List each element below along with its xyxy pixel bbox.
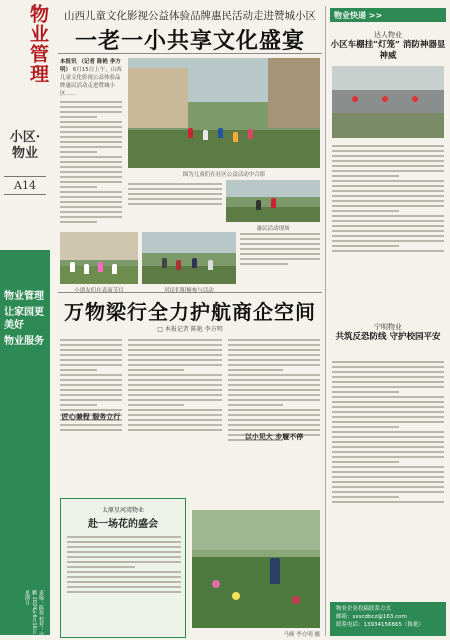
text-line <box>60 176 122 178</box>
text-line <box>332 200 444 202</box>
mid-body-col3 <box>228 336 320 506</box>
text-line <box>332 190 444 192</box>
text-line <box>228 359 320 361</box>
photo-lantern <box>382 96 388 102</box>
text-line <box>128 349 222 351</box>
text-line <box>67 551 181 553</box>
text-line <box>128 344 222 346</box>
text-line <box>67 566 135 568</box>
text-line <box>332 220 444 222</box>
text-line <box>332 396 444 398</box>
mid-subhead-2: 以小见大 步履不停 <box>244 432 304 441</box>
text-line <box>332 175 399 177</box>
text-line <box>228 384 320 386</box>
text-line <box>128 424 222 426</box>
text-line <box>332 451 444 453</box>
photo-lantern <box>352 96 358 102</box>
lead-kicker: 山西儿童文化影视公益体验品牌惠民活动走进赞城小区 <box>64 10 316 22</box>
text-line <box>60 136 122 138</box>
text-line <box>128 384 222 386</box>
section-name: 小区·物业 <box>9 130 41 161</box>
text-line <box>128 354 222 356</box>
text-line <box>332 386 444 388</box>
right-kicker-1: 达人物业 <box>374 31 402 39</box>
text-line <box>67 536 181 538</box>
footer-info: 责编：陈艳 校对：卢鹏 2024年6月16日 星期日 <box>24 590 44 637</box>
text-line <box>60 369 97 371</box>
text-line <box>60 111 122 113</box>
lead-photo-kids <box>60 232 138 284</box>
flower-story-body <box>67 533 181 631</box>
text-line <box>332 466 444 468</box>
text-line <box>228 339 320 341</box>
text-line <box>332 180 444 182</box>
text-line <box>228 419 320 421</box>
text-line <box>60 216 122 218</box>
text-line <box>60 116 97 118</box>
photo-person <box>192 258 197 268</box>
slogan-line-3: 物业服务 <box>4 336 44 347</box>
text-line <box>332 381 444 383</box>
text-line <box>60 171 122 173</box>
text-line <box>332 160 444 162</box>
text-line <box>228 404 283 406</box>
contact-box <box>330 602 446 636</box>
text-line <box>128 203 222 205</box>
lead-body-text: 6月15日上午，山西儿童文化影视公益体验品牌惠民活动走进赞城小区…… <box>60 67 122 97</box>
text-line <box>228 424 320 426</box>
text-line <box>332 235 444 237</box>
text-line <box>332 436 444 438</box>
text-line <box>332 421 444 423</box>
text-line <box>228 364 320 366</box>
text-line <box>332 245 399 247</box>
text-line <box>60 344 122 346</box>
text-line <box>128 198 222 200</box>
text-line <box>332 240 444 242</box>
text-line <box>240 238 320 240</box>
text-line <box>240 258 320 260</box>
lead-photo-main <box>128 58 320 168</box>
text-line <box>332 441 444 443</box>
text-line <box>332 486 444 488</box>
text-line <box>60 379 122 381</box>
text-line <box>67 541 181 543</box>
text-line <box>60 106 122 108</box>
text-line <box>128 389 222 391</box>
text-line <box>240 263 288 265</box>
text-line <box>60 101 122 103</box>
lead-caption-3: 居民们积极参与活动 <box>164 288 214 294</box>
photo-building <box>60 232 138 260</box>
column-rule <box>325 6 326 636</box>
text-line <box>240 253 320 255</box>
text-line <box>60 364 122 366</box>
text-line <box>60 359 122 361</box>
text-line <box>228 394 320 396</box>
text-line <box>332 481 444 483</box>
text-line <box>128 409 222 411</box>
text-line <box>60 191 122 193</box>
text-line <box>332 376 444 378</box>
mid-body-col2 <box>128 336 222 494</box>
photo-person <box>248 129 253 139</box>
text-line <box>67 546 181 548</box>
text-line <box>60 339 122 341</box>
text-line <box>60 141 122 143</box>
photo-person <box>112 264 117 274</box>
right-kicker-2: 宁明物业 <box>374 323 402 331</box>
text-line <box>228 414 320 416</box>
text-line <box>60 161 122 163</box>
text-line <box>60 126 122 128</box>
photo-building <box>268 58 320 128</box>
slogan-line-1: 物业管理 <box>4 291 44 302</box>
text-line <box>332 391 399 393</box>
photo-person <box>70 262 75 272</box>
right-body-1 <box>332 142 444 318</box>
photo-person <box>176 260 181 270</box>
mid-subhead-1: 匠心兼程 服务立行 <box>61 412 121 421</box>
text-line <box>332 426 399 428</box>
flower-story-kicker: 太原星河湾物业 <box>101 507 144 514</box>
page-number: A14 <box>4 176 46 195</box>
right-title-2: 共筑反恐防线 守护校园平安 <box>335 332 441 342</box>
text-line <box>332 371 444 373</box>
photo-person <box>203 130 208 140</box>
text-line <box>60 374 122 376</box>
text-line <box>60 196 122 198</box>
text-line <box>240 233 320 235</box>
text-line <box>67 581 181 583</box>
text-line <box>332 416 444 418</box>
text-line <box>128 419 222 421</box>
left-sidebar <box>0 0 50 640</box>
text-line <box>128 359 222 361</box>
text-line <box>228 344 320 346</box>
text-line <box>332 155 444 157</box>
flower-story-title: 赴一场花的盛会 <box>88 519 158 530</box>
text-line <box>332 431 444 433</box>
text-line <box>60 429 122 431</box>
photo-ground <box>192 557 320 628</box>
text-line <box>332 250 444 252</box>
contact-phone: 联系电话：13934156865（陈艳） <box>336 622 424 628</box>
text-line <box>332 476 444 478</box>
lead-body-col3 <box>240 230 320 290</box>
text-line <box>128 429 222 431</box>
text-line <box>332 225 444 227</box>
text-line <box>60 399 122 401</box>
right-title-1: 小区车棚挂“灯笼” 消防神器显神威 <box>330 40 446 61</box>
lead-headline: 一老一小共享文化盛宴 <box>74 28 305 54</box>
text-line <box>332 461 399 463</box>
right-body-2 <box>332 358 444 596</box>
text-line <box>60 121 122 123</box>
text-line <box>128 379 222 381</box>
lead-caption-4: 惠民活动现场 <box>256 226 290 232</box>
flower-photo-byline: 马娅 李方明 摄 <box>283 632 320 638</box>
text-line <box>128 339 222 341</box>
text-line <box>332 165 444 167</box>
text-line <box>67 576 181 578</box>
mid-divider <box>58 292 322 293</box>
text-line <box>128 188 222 190</box>
text-line <box>332 215 444 217</box>
lead-body-col2 <box>128 180 222 220</box>
text-line <box>332 491 444 493</box>
text-line <box>332 210 399 212</box>
photo-flower <box>212 580 220 588</box>
text-line <box>60 156 122 158</box>
text-line <box>60 349 122 351</box>
photo-ground <box>226 207 320 222</box>
carport-photo <box>332 66 444 138</box>
text-line <box>332 501 444 503</box>
photo-person <box>233 132 238 142</box>
text-line <box>67 591 181 593</box>
text-line <box>60 211 122 213</box>
text-line <box>228 429 320 431</box>
text-line <box>128 364 222 366</box>
text-line <box>60 201 122 203</box>
photo-ground <box>128 130 320 169</box>
photo-ground <box>332 113 444 138</box>
contact-heading: 物业企业投稿联系方式 <box>336 606 392 612</box>
text-line <box>60 206 122 208</box>
text-line <box>60 146 122 148</box>
text-line <box>128 414 222 416</box>
text-line <box>228 409 320 411</box>
slogan-line-2: 让家园更美好 <box>4 307 44 331</box>
text-line <box>228 349 320 351</box>
lead-photo-side <box>226 180 320 222</box>
text-line <box>332 471 444 473</box>
text-line <box>128 183 222 185</box>
text-line <box>228 379 320 381</box>
text-line <box>240 243 320 245</box>
masthead: 物业管理 <box>27 4 49 84</box>
photo-sky <box>226 180 320 197</box>
header-divider <box>58 53 322 54</box>
photo-person <box>270 558 280 584</box>
text-line <box>332 145 444 147</box>
text-line <box>67 561 181 563</box>
text-line <box>128 193 222 195</box>
text-line <box>60 181 122 183</box>
text-line <box>60 186 97 188</box>
flower-photo <box>192 510 320 628</box>
photo-sky <box>142 232 236 253</box>
photo-person <box>208 260 213 270</box>
mid-byline: □ 本报记者 陈艳 李方明 <box>157 326 223 333</box>
text-line <box>228 354 320 356</box>
text-line <box>332 185 444 187</box>
text-line <box>128 374 222 376</box>
text-line <box>332 406 444 408</box>
photo-person <box>271 198 276 208</box>
text-line <box>228 389 320 391</box>
photo-lantern <box>412 96 418 102</box>
photo-building <box>128 68 188 128</box>
photo-person <box>162 258 167 268</box>
text-line <box>128 399 222 401</box>
photo-person <box>188 128 193 138</box>
text-line <box>128 394 222 396</box>
text-line <box>332 456 444 458</box>
text-line <box>60 384 122 386</box>
photo-flower <box>292 596 300 604</box>
text-line <box>60 394 122 396</box>
text-line <box>60 404 97 406</box>
photo-person <box>98 262 103 272</box>
text-line <box>332 411 444 413</box>
text-line <box>332 170 444 172</box>
green-slogan <box>4 290 46 351</box>
text-line <box>332 195 444 197</box>
photo-person <box>256 200 261 210</box>
text-line <box>60 354 122 356</box>
photo-building <box>192 510 320 550</box>
text-line <box>67 556 181 558</box>
text-line <box>332 150 444 152</box>
photo-person <box>84 264 89 274</box>
text-line <box>67 586 181 588</box>
text-line <box>332 205 444 207</box>
mid-headline: 万物梁行全力护航商企空间 <box>64 300 316 324</box>
text-line <box>240 248 320 250</box>
flower-story-box <box>60 498 186 638</box>
lead-byline: 本报讯 （记者 陈艳 李方明） <box>60 59 121 73</box>
photo-flower <box>232 592 240 600</box>
text-line <box>228 399 320 401</box>
contact-email: 邮箱：sxscdbcz@163.com <box>336 614 407 620</box>
text-line <box>60 424 122 426</box>
right-tag: 物业快递 >> <box>334 11 383 20</box>
text-line <box>128 404 184 406</box>
text-line <box>332 446 444 448</box>
text-line <box>332 496 399 498</box>
text-line <box>128 369 184 371</box>
text-line <box>60 151 97 153</box>
lead-caption-1: 图为儿童们在社区公益活动中合影 <box>182 172 266 178</box>
text-line <box>67 571 181 573</box>
text-line <box>60 389 122 391</box>
text-line <box>228 369 283 371</box>
text-line <box>228 374 320 376</box>
lead-caption-2: 小朋友们在表演节目 <box>74 288 124 294</box>
text-line <box>60 131 122 133</box>
lead-photo-residents <box>142 232 236 284</box>
text-line <box>332 230 444 232</box>
photo-ground <box>142 266 236 284</box>
photo-person <box>218 128 223 138</box>
text-line <box>60 221 97 223</box>
text-line <box>332 361 444 363</box>
text-line <box>332 366 444 368</box>
text-line <box>60 409 122 411</box>
text-line <box>332 401 444 403</box>
text-line <box>60 166 122 168</box>
